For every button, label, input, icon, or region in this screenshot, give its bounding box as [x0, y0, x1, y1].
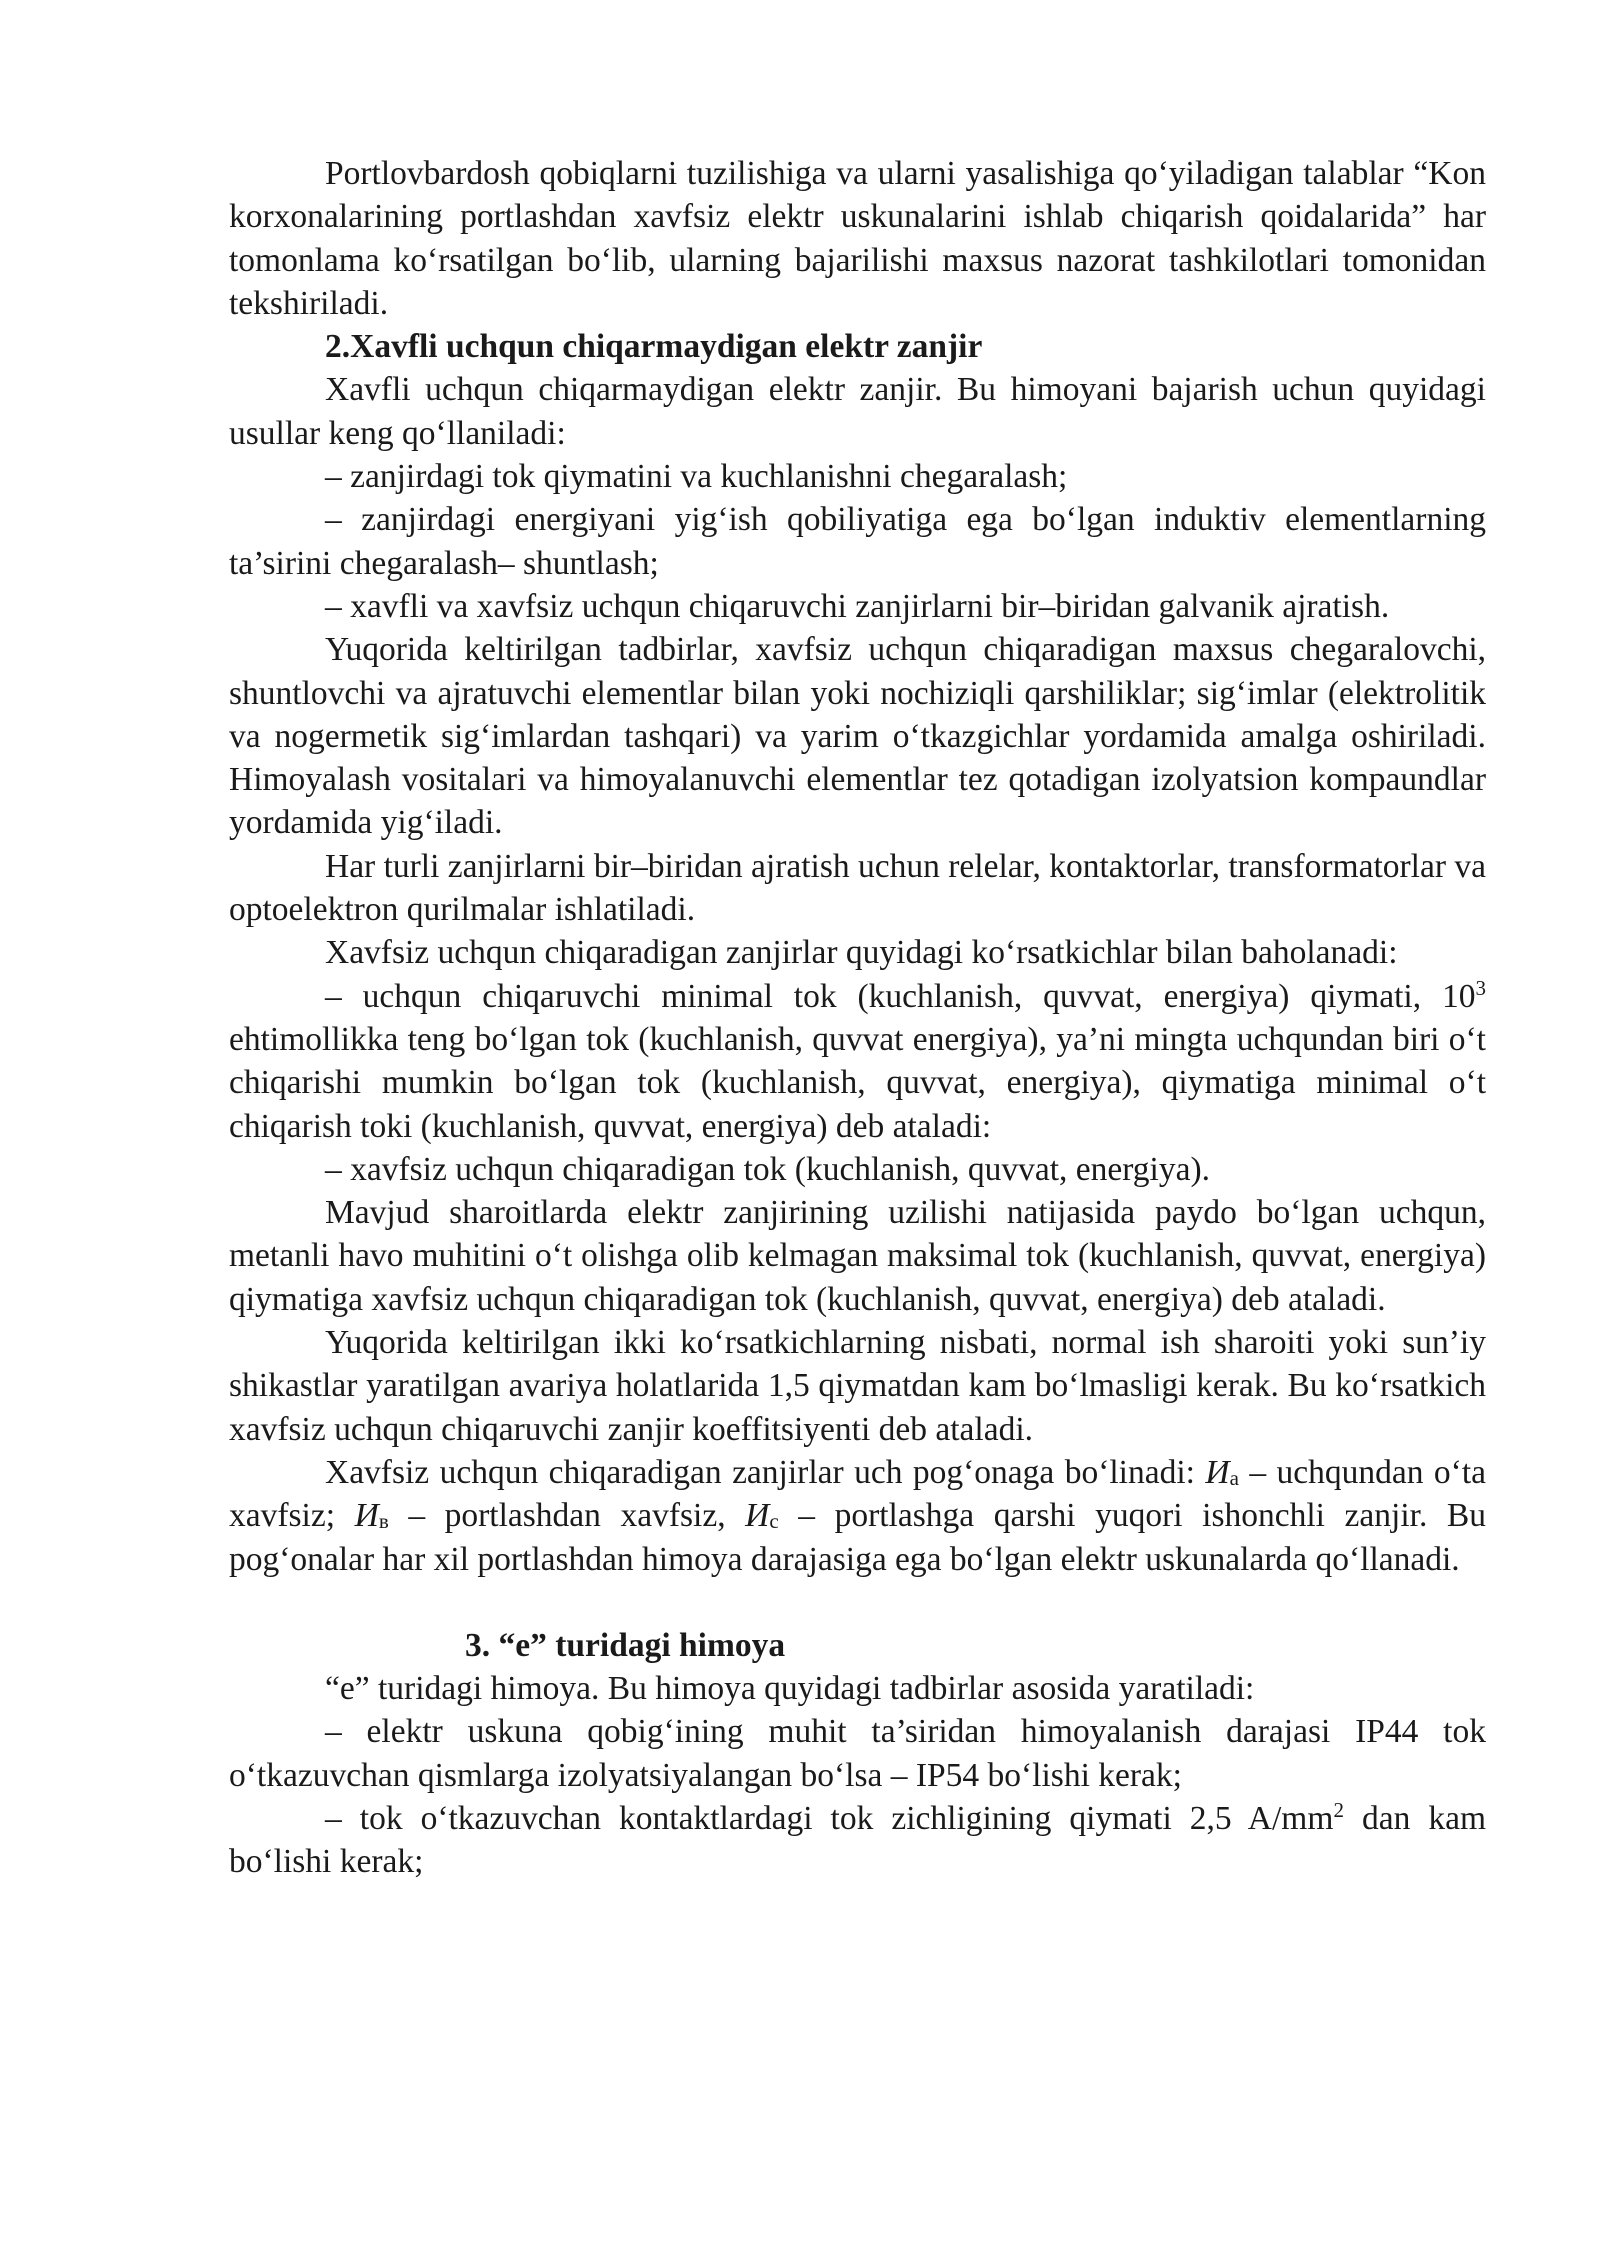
superscript: 3 — [1475, 975, 1486, 1000]
text-run: dan kam bo‘lishi kerak; — [229, 1799, 1487, 1881]
list-item: – elektr uskuna qobig‘ining muhit ta’siridan himoyalanish darajasi IP44 tok o‘tkazuvchan qismlarga izolyatsiyalangan bo‘lsa – IP54 bo‘lishi kerak; — [229, 1713, 1486, 1794]
paragraph: Yuqorida keltirilgan ikki ko‘rsatkichlarning nisbati, normal ish sharoiti yoki sun’iy shikastlar yaratilgan avariya holatlarida 1,5 qiymatdan kam bo‘lmasligi kerak. Bu ko‘rsatkich xavfsiz uchqun chiqaruvchi zanjir koeffitsiyenti deb ataladi. — [229, 1324, 1486, 1448]
paragraph: Mavjud sharoitlarda elektr zanjirining uzilishi natijasida paydo bo‘lgan uchqun, metanli havo muhitini o‘t olishga olib kelmagan maksimal tok (kuchlanish, quvvat, energiya) qiymatiga xavfsiz uchqun chiqaradigan tok (kuchlanish, quvvat, energiya) deb ataladi. — [229, 1194, 1486, 1318]
paragraph: Portlovbardosh qobiqlarni tuzilishiga va ularni yasalishiga qo‘yiladigan talablar “Kon korxonalarining portlashdan xavfsiz elektr uskunalarini ishlab chiqarish qoidalarida” har tomonlama ko‘rsatilgan bo‘lib, ularning bajarilishi maxsus nazorat tashkilotlari tomonidan tekshiriladi. — [229, 155, 1486, 322]
list-item: – xavfsiz uchqun chiqaradigan tok (kuchlanish, quvvat, energiya). — [325, 1150, 1211, 1188]
list-item: – xavfli va xavfsiz uchqun chiqaruvchi zanjirlarni bir–biridan galvanik ajratish. — [325, 587, 1390, 625]
superscript: 2 — [1333, 1797, 1344, 1822]
paragraph — [229, 1451, 1486, 1581]
text-run: – tok o‘tkazuvchan kontaktlardagi tok zichligining qiymati 2,5 A/mm — [325, 1799, 1334, 1837]
text-run: – uchqundan o‘ta xavfsiz; — [229, 1453, 1486, 1535]
paragraph: Xavfsiz uchqun chiqaradigan zanjirlar quyidagi ko‘rsatkichlar bilan baholanadi: — [325, 934, 1398, 972]
paragraph: Yuqorida keltirilgan tadbirlar, xavfsiz uchqun chiqaradigan maxsus chegaralovchi, shuntlovchi va ajratuvchi elementlar bilan yoki nochiziqli qarshiliklar; sig‘imlar (elektrolitik va nogermetik sig‘imlardan tashqari) va yarim o‘tkazgichlar yordamida amalga oshiriladi. Himoyalash vositalari va himoyalanuvchi elementlar tez qotadigan izolyatsion kompaundlar yordamida yig‘iladi. — [229, 631, 1486, 842]
text-run: – uchqun chiqaruvchi minimal tok (kuchlanish, quvvat, energiya) qiymati, 10 — [325, 977, 1476, 1015]
text-run: Xavfsiz uchqun chiqaradigan zanjirlar uch pog‘onaga bo‘linadi: — [325, 1453, 1206, 1491]
section-heading: 3. “e” turidagi himoya — [465, 1626, 786, 1664]
paragraph: Har turli zanjirlarni bir–biridan ajratish uchun relelar, kontaktorlar, transformatorlar va optoelektron qurilmalar ishlatiladi. — [229, 847, 1486, 929]
list-item — [229, 1797, 1486, 1884]
document-page — [229, 152, 1486, 1884]
list-item — [229, 975, 1486, 1148]
list-item: – zanjirdagi tok qiymatini va kuchlanishni chegaralash; — [325, 458, 1068, 496]
paragraph: Xavfli uchqun chiqarmaydigan elektr zanjir. Bu himoyani bajarish uchun quyidagi usullar keng qo‘llaniladi: — [229, 371, 1486, 452]
section-heading: 2.Xavfli uchqun chiqarmaydigan elektr zanjir — [325, 328, 983, 366]
symbol: И — [1205, 1453, 1230, 1491]
paragraph: “e” turidagi himoya. Bu himoya quyidagi tadbirlar asosida yaratiladi: — [325, 1670, 1255, 1708]
text-run: – portlashga qarshi yuqori ishonchli zanjir. Bu pog‘onalar har xil portlashdan himoya darajasiga ega bo‘lgan elektr uskunalarda qo‘llanadi. — [229, 1497, 1486, 1578]
text-run: ehtimollikka teng bo‘lgan tok (kuchlanish, quvvat energiya), ya’ni mingta uchqundan biri o‘t chiqarishi mumkin bo‘lgan tok (kuchlanish, quvvat, energiya), qiymatiga minimal o‘t chiqarish toki (kuchlanish, quvvat, energiya) deb ataladi: — [229, 1020, 1486, 1145]
subscript: a — [1229, 1465, 1239, 1490]
subscript: в — [378, 1509, 389, 1534]
symbol: И — [354, 1497, 379, 1535]
text-run: – portlashdan xavfsiz, — [388, 1497, 746, 1535]
list-item: – zanjirdagi energiyani yig‘ish qobiliyatiga ega bo‘lgan induktiv elementlarning ta’sirini chegaralash– shuntlash; — [229, 501, 1486, 582]
subscript: c — [769, 1509, 779, 1534]
spacer — [229, 1581, 1486, 1624]
symbol: И — [745, 1497, 770, 1535]
